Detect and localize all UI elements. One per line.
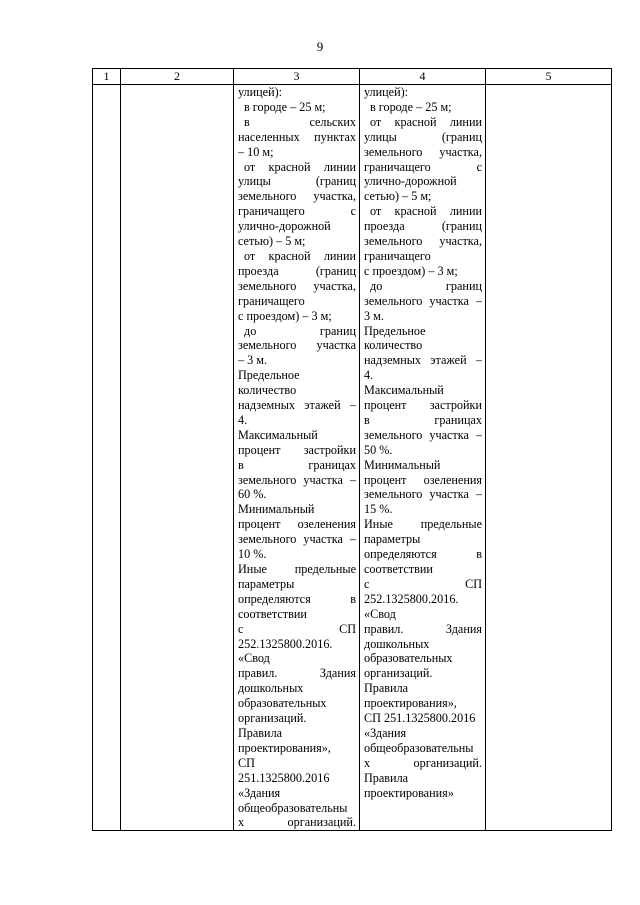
text-line: улицей):	[364, 85, 409, 99]
text-line: земельного участка,	[364, 144, 482, 159]
page-number: 9	[316, 39, 324, 54]
text-line: проектирования»	[364, 785, 454, 800]
text-line: соответствии	[364, 562, 433, 576]
text-line: параметры	[364, 532, 421, 547]
cell-col-5	[486, 85, 612, 831]
table-header-row	[93, 69, 612, 85]
cell-col-4	[360, 85, 486, 831]
text-line: в границах	[238, 457, 356, 472]
text-line: земельного участка –	[364, 427, 482, 442]
text-line: от красной линии	[244, 248, 356, 263]
text-line: определяются в	[238, 591, 356, 606]
text-line: процент застройки	[238, 442, 356, 457]
text-line: «Свод	[364, 606, 396, 621]
text-line: процент застройки	[364, 398, 482, 413]
text-line: в городе – 25 м;	[370, 99, 452, 114]
text-line: Максимальный	[364, 383, 444, 398]
text-line: параметры	[238, 576, 295, 591]
text-line: 4.	[364, 368, 374, 383]
text-line: до границ	[370, 278, 482, 293]
text-line: соответствии	[238, 606, 307, 621]
text-line: земельного участка,	[364, 234, 482, 249]
text-line: с СП	[364, 576, 482, 591]
document-table	[92, 68, 612, 831]
text-line: от красной линии	[244, 159, 356, 174]
text-line: улицы (границ	[238, 174, 356, 189]
cell-col-3	[234, 85, 360, 831]
text-line: земельного участка –	[364, 293, 482, 308]
text-line: от красной линии	[370, 204, 482, 219]
text-line: с проездом) – 3 м;	[238, 308, 332, 323]
text-line: 4.	[238, 412, 248, 427]
text-line: Максимальный	[238, 427, 318, 442]
text-line: земельного участка –	[238, 532, 356, 547]
text-line: Иные предельные	[364, 517, 482, 532]
text-line: организаций.	[238, 711, 307, 726]
text-line: дошкольных	[238, 681, 304, 696]
text-line: сетью) – 5 м;	[364, 189, 432, 204]
header-cell-1: 1	[93, 69, 121, 85]
text-line: Предельное	[364, 323, 426, 338]
text-line: Правила	[364, 681, 409, 696]
text-line: СП 251.1325800.2016	[364, 711, 476, 726]
text-line: количество	[364, 338, 423, 353]
text-line: общеобразовательны	[364, 740, 474, 755]
cell-col-2	[121, 85, 234, 831]
text-line: земельного участка,	[238, 189, 356, 204]
text-line: образовательных	[364, 651, 453, 666]
text-line: 252.1325800.2016.	[238, 636, 333, 651]
text-line: 50 %.	[364, 442, 393, 457]
text-line: улично-дорожной	[238, 219, 331, 234]
text-line: надземных этажей –	[238, 398, 356, 413]
text-line: 10 %.	[238, 547, 267, 562]
text-line: граничащего с	[238, 204, 356, 219]
text-line: образовательных	[238, 696, 327, 711]
table-row	[93, 85, 612, 831]
text-line: правил. Здания	[364, 621, 482, 636]
text-line: граничащего	[238, 293, 305, 308]
text-line: общеобразовательны	[238, 800, 348, 815]
text-line: СП	[238, 755, 255, 770]
text-line: количество	[238, 383, 297, 398]
text-line: Правила	[238, 725, 283, 740]
text-line: организаций.	[364, 666, 433, 681]
text-line: 252.1325800.2016.	[364, 591, 459, 606]
text-line: 3 м.	[364, 308, 384, 323]
header-cell-3: 3	[234, 69, 360, 85]
text-line: – 10 м;	[238, 144, 274, 159]
text-line: в городе – 25 м;	[244, 99, 326, 114]
text-line: в сельских	[244, 114, 356, 129]
text-line: дошкольных	[364, 636, 430, 651]
text-line: от красной линии	[370, 114, 482, 129]
text-line: 15 %.	[364, 502, 393, 517]
text-line: процент озеленения	[364, 472, 482, 487]
header-cell-2: 2	[121, 69, 234, 85]
cell-col-4-text	[360, 85, 485, 801]
text-line: надземных этажей –	[364, 353, 482, 368]
text-line: правил. Здания	[238, 666, 356, 681]
text-line: «Здания	[238, 785, 281, 800]
text-line: земельного участка	[238, 338, 356, 353]
text-line: «Свод	[238, 651, 270, 666]
text-line: граничащего с	[364, 159, 482, 174]
text-line: определяются в	[364, 547, 482, 562]
text-line: Иные предельные	[238, 562, 356, 576]
text-line: улично-дорожной	[364, 174, 457, 189]
text-line: проезда (границ	[238, 263, 356, 278]
text-line: Правила	[364, 770, 409, 785]
text-line: в границах	[364, 412, 482, 427]
text-line: процент озеленения	[238, 517, 356, 532]
text-line: Предельное	[238, 368, 300, 383]
text-line: «Здания	[364, 725, 407, 740]
text-line: проектирования»,	[364, 696, 457, 711]
text-line: с СП	[238, 621, 356, 636]
text-line: х организаций.	[364, 755, 482, 770]
text-line: Минимальный	[364, 457, 441, 472]
text-line: 60 %.	[238, 487, 267, 502]
text-line: х организаций.	[238, 815, 356, 830]
cell-col-3-text	[234, 85, 359, 830]
header-cell-4: 4	[360, 69, 486, 85]
text-line: 251.1325800.2016	[238, 770, 330, 785]
text-line: – 3 м.	[238, 353, 268, 368]
text-line: земельного участка –	[238, 472, 356, 487]
text-line: сетью) – 5 м;	[238, 234, 306, 249]
text-line: земельного участка –	[364, 487, 482, 502]
text-line: Минимальный	[238, 502, 315, 517]
text-line: земельного участка,	[238, 278, 356, 293]
cell-col-1	[93, 85, 121, 831]
text-line: проектирования»,	[238, 740, 331, 755]
text-line: проезда (границ	[364, 219, 482, 234]
text-line: улицы (границ	[364, 129, 482, 144]
text-line: до границ	[244, 323, 356, 338]
text-line: граничащего	[364, 248, 431, 263]
text-line: с проездом) – 3 м;	[364, 263, 458, 278]
header-cell-5: 5	[486, 69, 612, 85]
text-line: улицей):	[238, 85, 283, 99]
text-line: населенных пунктах	[238, 129, 356, 144]
